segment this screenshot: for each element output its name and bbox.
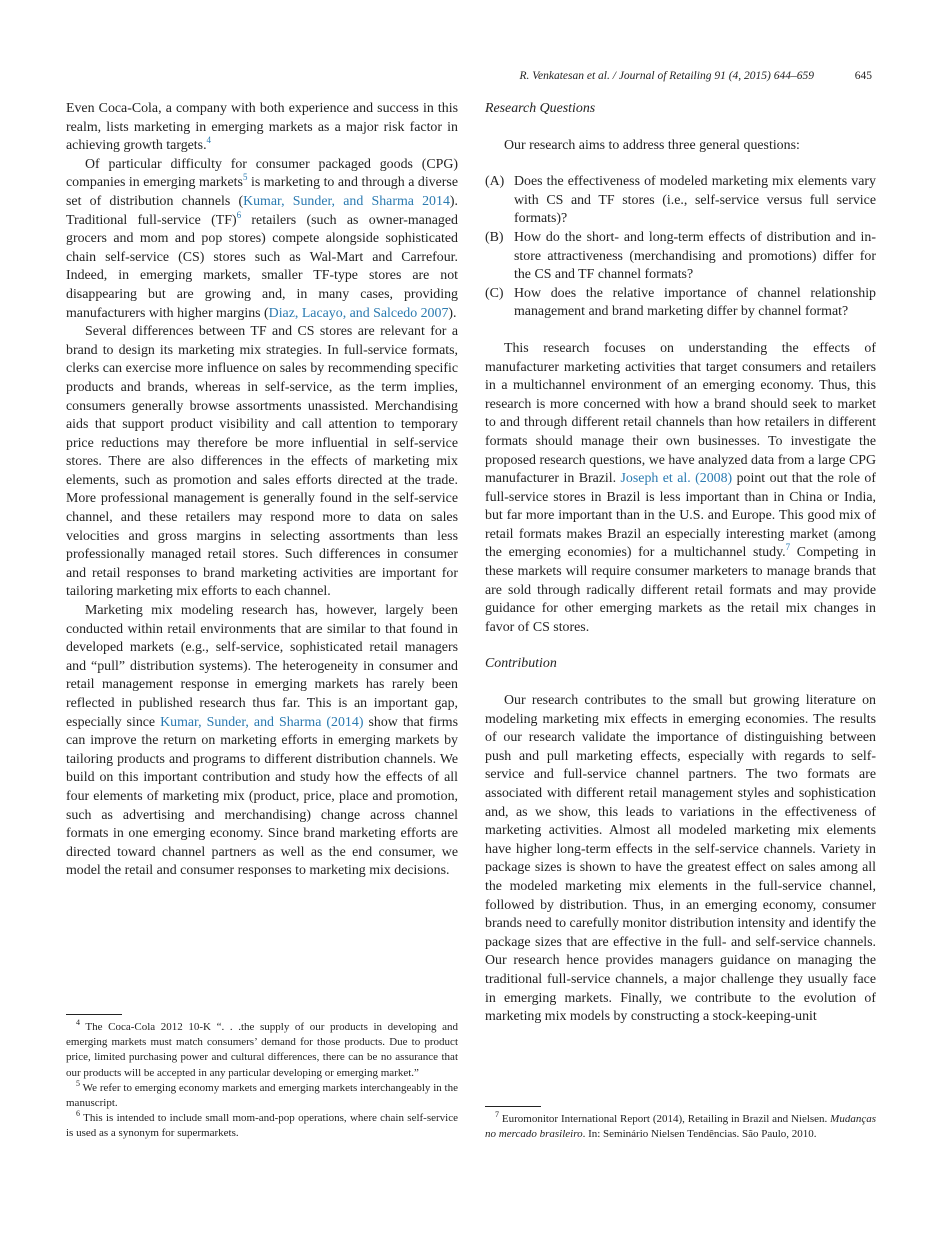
- paragraph-intro: Even Coca-Cola, a company with both experience and success in this realm, lists marketing in emerging markets as a major risk factor in achieving growth targets.$^4$: [66, 101, 458, 154]
- list-item: (C) How does the relative importance of channel relationship management and brand marketing differ by channel format?: [485, 285, 876, 320]
- footnote-ref-4[interactable]: 4: [206, 135, 212, 146]
- footnote-ref-5[interactable]: 5: [242, 172, 248, 183]
- footnotes-left: [66, 1014, 458, 1142]
- footnote-rule: [66, 1014, 122, 1015]
- page-number: 645: [854, 70, 872, 82]
- footnote-6: $^6$ This is intended to include small mom-and-pop operations, where chain self-service is used as a synonym for supermarkets.: [66, 1109, 458, 1140]
- footnote-ref-7[interactable]: 7: [785, 542, 791, 553]
- footnote-4: $^4$ The Coca-Cola 2012 10-K “. . .the supply of our products in developing and emerging markets must match consumers’ demand for those products. Due to product price, limited purchasing power and cultural differences, there can be no assurance that our products will be accepted in any particular developing or emerging market.”: [66, 1018, 458, 1079]
- footnote-7: $^7$ Euromonitor International Report (2014), Retailing in Brazil and Nielsen. Mudanças no mercado brasileiro. In: Seminário Nielsen Tendências. São Paulo, 2010.: [485, 1110, 876, 1141]
- left-column: [66, 100, 458, 881]
- footnotes-right: [485, 1106, 876, 1142]
- footnote-rule: [485, 1106, 541, 1107]
- list-item: (B) How do the short- and long-term effects of distribution and in-store attractiveness (merchandising and promotions) differ for the CS and TF channel formats?: [485, 229, 876, 283]
- list-item: (A) Does the effectiveness of modeled marketing mix elements vary with CS and TF stores (i.e., self-service versus full service formats)?: [485, 174, 876, 227]
- citation-link[interactable]: Joseph et al. (2008): [620, 471, 733, 487]
- paragraph-modeling: Marketing mix modeling research has, however, largely been conducted within retail environments that are similar to that found in developed markets (e.g., self-service, sophisticated retail managers and “pull” distribution systems). The heterogeneity in consumer and retail management response in emerging markets has rarely been reflected in published research thus far. This is an important gap, especially since Kumar, Sunder, and Sharma (2014) show that firms can improve the return on marketing efforts in emerging markets by tailoring products and programs to different distribution channels. We build on this important contribution and study how the effects of all four elements of marketing mix (product, price, place and promotion, such as advertising and merchandising) change across channel formats in one emerging economy. Since brand marketing efforts are directed toward channel partners as well as the end consumer, we model the retail and consumer responses to marketing mix decisions.: [66, 603, 458, 879]
- paragraph-focus: This research focuses on understanding the effects of manufacturer marketing activities that target consumers and retailers in a multichannel environment of an emerging economy. Thus, this research is more concerned with how a brand should seek to market to and through different retail channels than how retailers in different formats should manage their own businesses. To investigate the proposed research questions, we have analyzed data from a large CPG manufacturer in Brazil. Joseph et al. (2008) point out that the role of full-service stores in Brazil is less important than in China or India, but far more important than in the U.S. and Europe. This good mix of retail formats makes Brazil an especially interesting market (among the emerging economies) for a multichannel study.$^7$ Competing in these markets will require consumer marketers to manage brands that are sold through radically different retail formats and may provide guidance for other emerging markets as the retail mix changes in favor of CS stores.: [485, 340, 876, 635]
- research-question-list: [485, 173, 876, 322]
- citation-link[interactable]: Kumar, Sunder, and Sharma (2014): [160, 714, 364, 730]
- section-heading-research-questions: Research Questions: [485, 101, 596, 116]
- paragraph-cpg: Of particular difficulty for consumer packaged goods (CPG) companies in emerging markets$^5$ is marketing to and through a diverse set of distribution channels (Kumar, Sunder, and Sharma 2014). Traditional full-service (TF)$^6$ retailers (such as owner-managed grocers and mom and pop stores) compete alongside sophisticated chain self-service (CS) stores such as Wal-Mart and Carrefour. Indeed, in emerging markets, smaller TF-type stores are not disappearing but are growing and, in many cases, providing manufacturers with higher margins (Diaz, Lacayo, and Salcedo 2007).: [66, 156, 459, 321]
- running-header: [0, 70, 925, 88]
- running-title: R. Venkatesan et al. / Journal of Retailing 91 (4, 2015) 644–659: [519, 70, 814, 82]
- footnote-5: $^5$ We refer to emerging economy markets and emerging markets interchangeably in the manuscript.: [66, 1078, 458, 1110]
- paragraph-rq-intro: Our research aims to address three general questions:: [504, 137, 800, 153]
- citation-link[interactable]: Kumar, Sunder, and Sharma 2014: [243, 193, 450, 209]
- paragraph-contribution: Our research contributes to the small but growing literature on modeling marketing mix effects in emerging economies. The results of our research validate the importance of distinguishing between push and pull marketing effects, especially with regards to self-service and full-service channel partners. The two formats are associated with different retail management styles and sophistication and, as we show, this leads to variations in the effectiveness of marketing activities. Almost all modeled marketing mix elements have higher long-term effects in the self-service channels. Variety in package sizes is shown to have the greatest effect on sales among all the modeled marketing mix elements in the full-service channel, followed by distribution. Thus, in an emerging economy, consumer brands need to carefully monitor distribution intensity and identify the package sizes that are effective in the full- and self-service channels. Our research hence provides managers guidance on managing the traditional full-service channels, a major challenge they usually face in emerging markets. Finally, we contribute to the evolution of marketing mix models by constructing a stock-keeping-unit: [485, 693, 876, 1025]
- right-column: [485, 100, 876, 1027]
- citation-link[interactable]: Diaz, Lacayo, and Salcedo 2007: [268, 305, 449, 321]
- footnote-ref-6[interactable]: 6: [236, 209, 242, 220]
- section-heading-contribution: Contribution: [485, 656, 557, 672]
- paragraph-differences: Several differences between TF and CS stores are relevant for a brand to design its marketing mix strategies. In full-service formats, clerks can exercise more influence on sales by recommending specific products and brands, whereas in self-service, as the term implies, consumers generally browse assortments unassisted. Merchandising aids that support product visibility and call attention to temporary price reductions may therefore be more influential in self-service stores. There are also differences in the effects of marketing mix elements, such as promotion and sales efforts directed at the trade. More professional management is generally found in the self-service channel, and these retailers may respond more to data on sales velocities and gross margins in selecting assortments than less professionally managed retail stores. Such differences in consumer and retail responses to brand marketing activities are important for tailoring marketing mix efforts to each channel.: [66, 324, 458, 600]
